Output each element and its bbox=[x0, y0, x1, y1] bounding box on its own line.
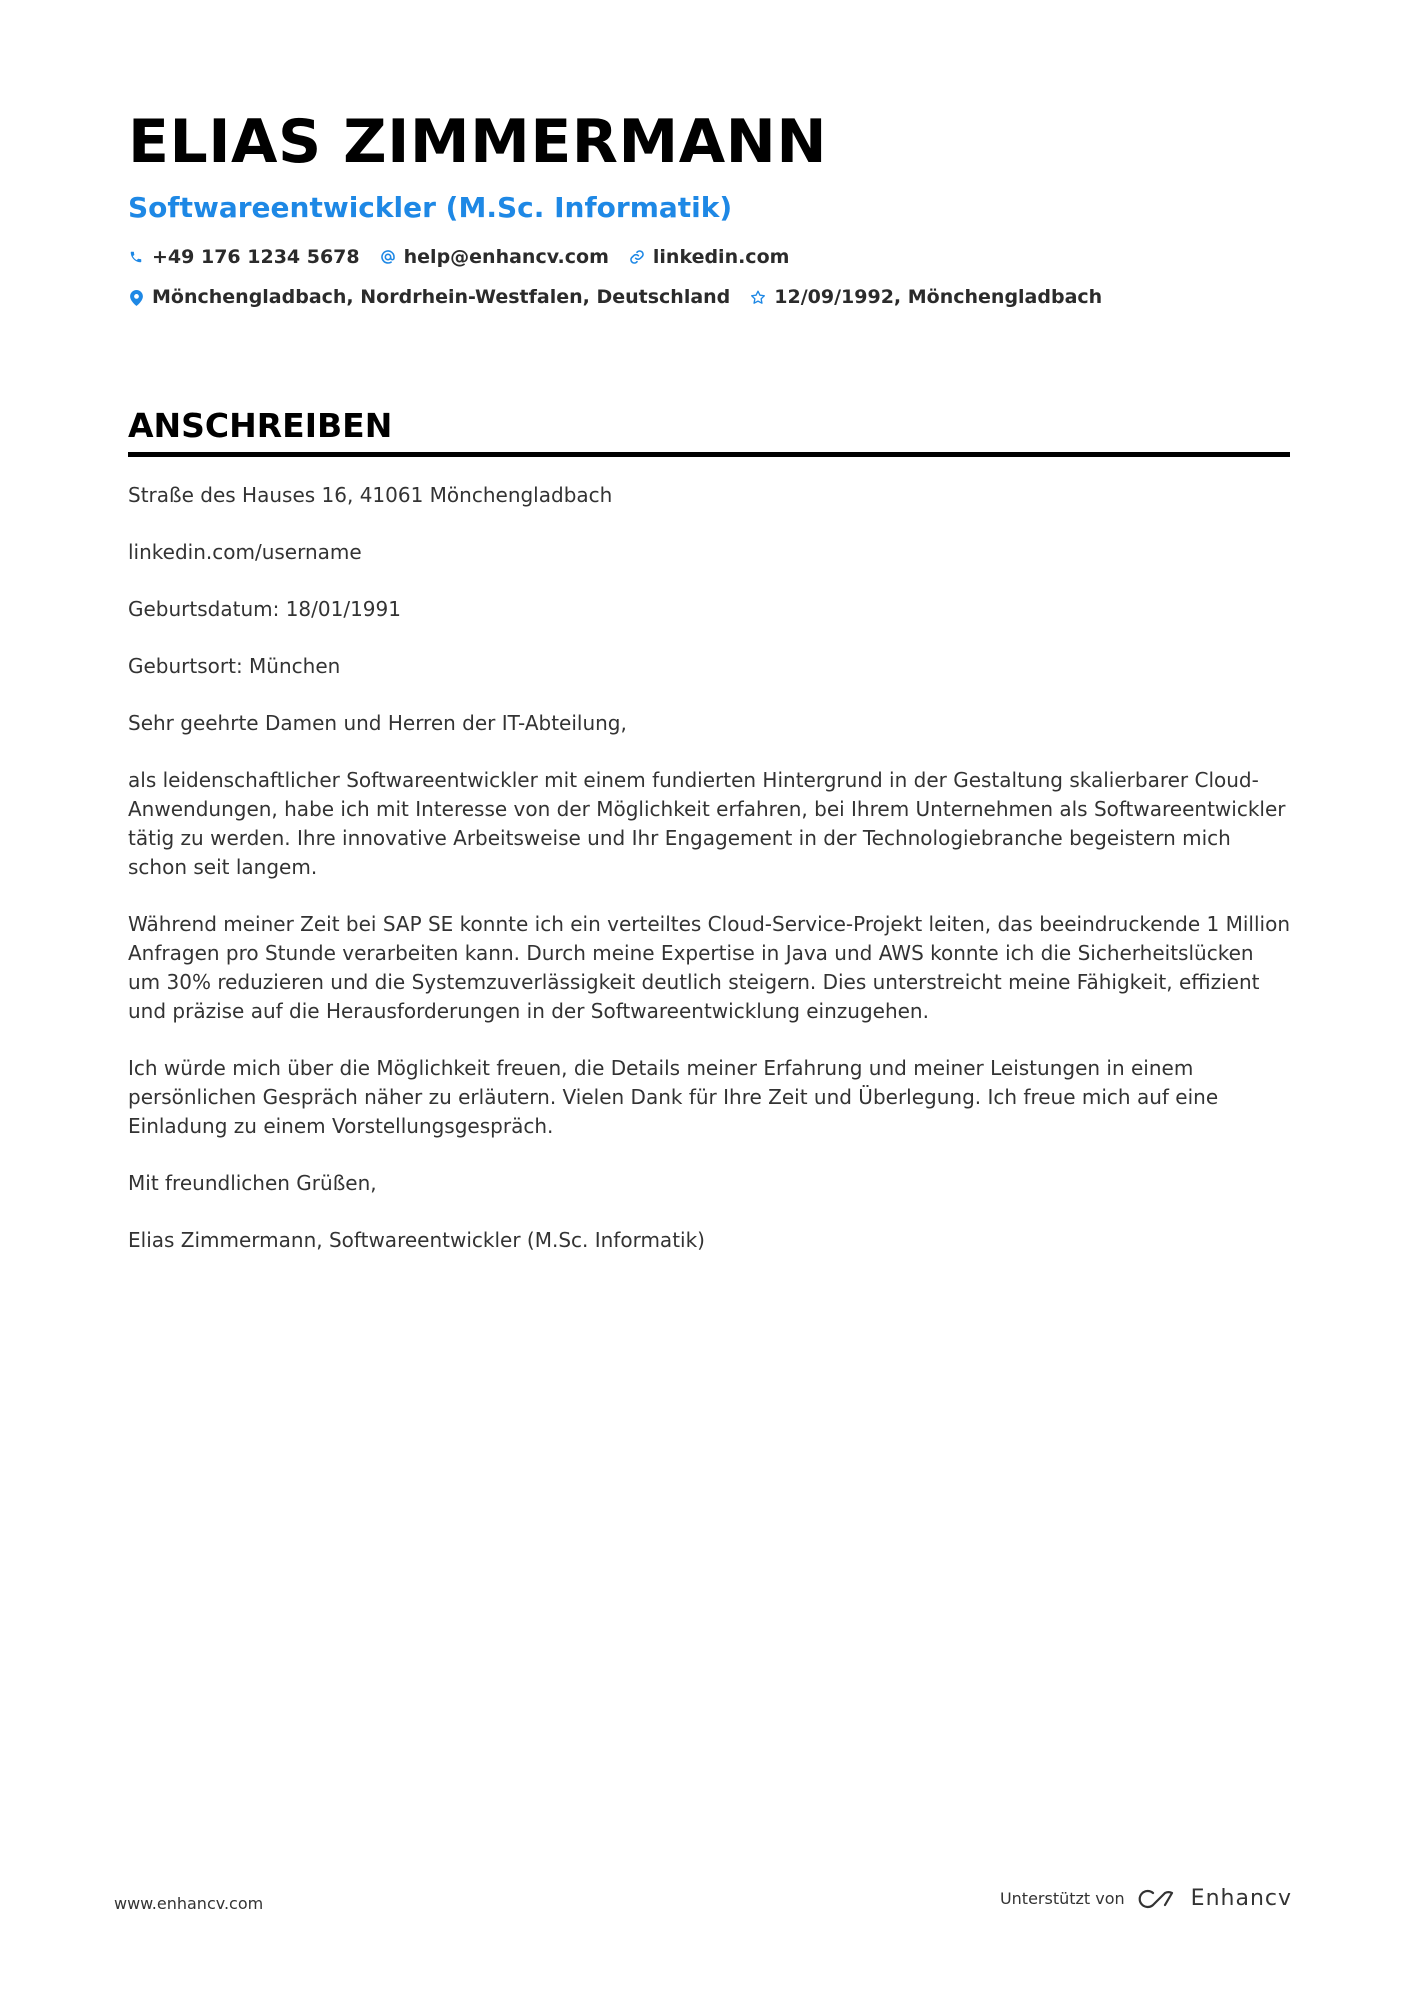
contact-location bbox=[128, 285, 730, 310]
section-title: ANSCHREIBEN bbox=[128, 406, 393, 445]
phone-icon bbox=[128, 248, 144, 266]
letter-birthplace: Geburtsort: München bbox=[128, 653, 341, 678]
contact-phone-text: +49 176 1234 5678 bbox=[152, 245, 360, 268]
letter-salutation: Sehr geehrte Damen und Herren der IT-Abteilung, bbox=[128, 710, 627, 735]
letter-paragraph: Ich würde mich über die Möglichkeit freuen, die Details meiner Erfahrung und meiner Leistungen in einem persönlichen Gespräch näher zu erläutern. Vielen Dank für Ihre Zeit und Überlegung. Ich freue mich auf eine Einladung zu einem Vorstellungsgespräch. bbox=[128, 1055, 1219, 1138]
contact-row-1 bbox=[128, 245, 1288, 270]
enhancv-logo-icon bbox=[1137, 1887, 1181, 1911]
star-icon bbox=[750, 289, 766, 307]
footer-branding[interactable] bbox=[1000, 1886, 1292, 1911]
letter-birthdate: Geburtsdatum: 18/01/1991 bbox=[128, 596, 401, 621]
contact-phone[interactable] bbox=[128, 245, 360, 270]
contact-row-2 bbox=[128, 285, 1288, 310]
letter-paragraph: Während meiner Zeit bei SAP SE konnte ich ein verteiltes Cloud-Service-Projekt leiten, das beeindruckende 1 Million Anfragen pro Stunde verarbeiten kann. Durch meine Expertise in Java und AWS konnte ich die Sicherheitslücken um 30% reduzieren und die Systemzuverlässigkeit deutlich steigern. Dies unterstreicht meine Fähigkeit, effizient und präzise auf die Herausforderungen in der Softwareentwicklung einzugehen. bbox=[128, 911, 1291, 1023]
section-divider bbox=[128, 452, 1290, 457]
contact-linkedin[interactable] bbox=[629, 245, 790, 270]
location-pin-icon bbox=[128, 289, 144, 307]
contact-birth bbox=[750, 285, 1102, 310]
letter-paragraph: als leidenschaftlicher Softwareentwickler mit einem fundierten Hintergrund in der Gestaltung skalierbarer Cloud-Anwendungen, habe ich mit Interesse von der Möglichkeit erfahren, bei Ihrem Unternehmen als Softwareentwickler tätig zu werden. Ihre innovative Arbeitsweise und Ihr Engagement in der Technologiebranche begeistern mich schon seit langem. bbox=[128, 767, 1286, 879]
applicant-name: ELIAS ZIMMERMANN bbox=[128, 107, 828, 177]
contact-birth-text: 12/09/1992, Mönchengladbach bbox=[774, 286, 1103, 309]
contact-email[interactable] bbox=[380, 245, 609, 270]
letter-closing: Mit freundlichen Grüßen, bbox=[128, 1170, 377, 1195]
contact-location-text: Mönchengladbach, Nordrhein-Westfalen, Deutschland bbox=[152, 286, 731, 309]
letter-body bbox=[128, 481, 1290, 1255]
letter-address: Straße des Hauses 16, 41061 Mönchengladbach bbox=[128, 482, 613, 507]
contact-linkedin-text: linkedin.com bbox=[652, 245, 790, 268]
contact-email-text: help@enhancv.com bbox=[403, 245, 609, 268]
link-icon bbox=[629, 248, 645, 266]
header bbox=[128, 108, 1288, 310]
letter-linkedin: linkedin.com/username bbox=[128, 539, 362, 564]
cover-letter-section bbox=[128, 406, 1290, 1283]
powered-by-label: Unterstützt von bbox=[999, 1889, 1125, 1908]
brand-name: Enhancv bbox=[1190, 1886, 1292, 1911]
footer-website[interactable]: www.enhancv.com bbox=[114, 1894, 264, 1913]
applicant-title: Softwareentwickler (M.Sc. Informatik) bbox=[128, 191, 733, 224]
letter-signature: Elias Zimmermann, Softwareentwickler (M.Sc. Informatik) bbox=[128, 1227, 705, 1252]
at-icon bbox=[380, 248, 396, 266]
